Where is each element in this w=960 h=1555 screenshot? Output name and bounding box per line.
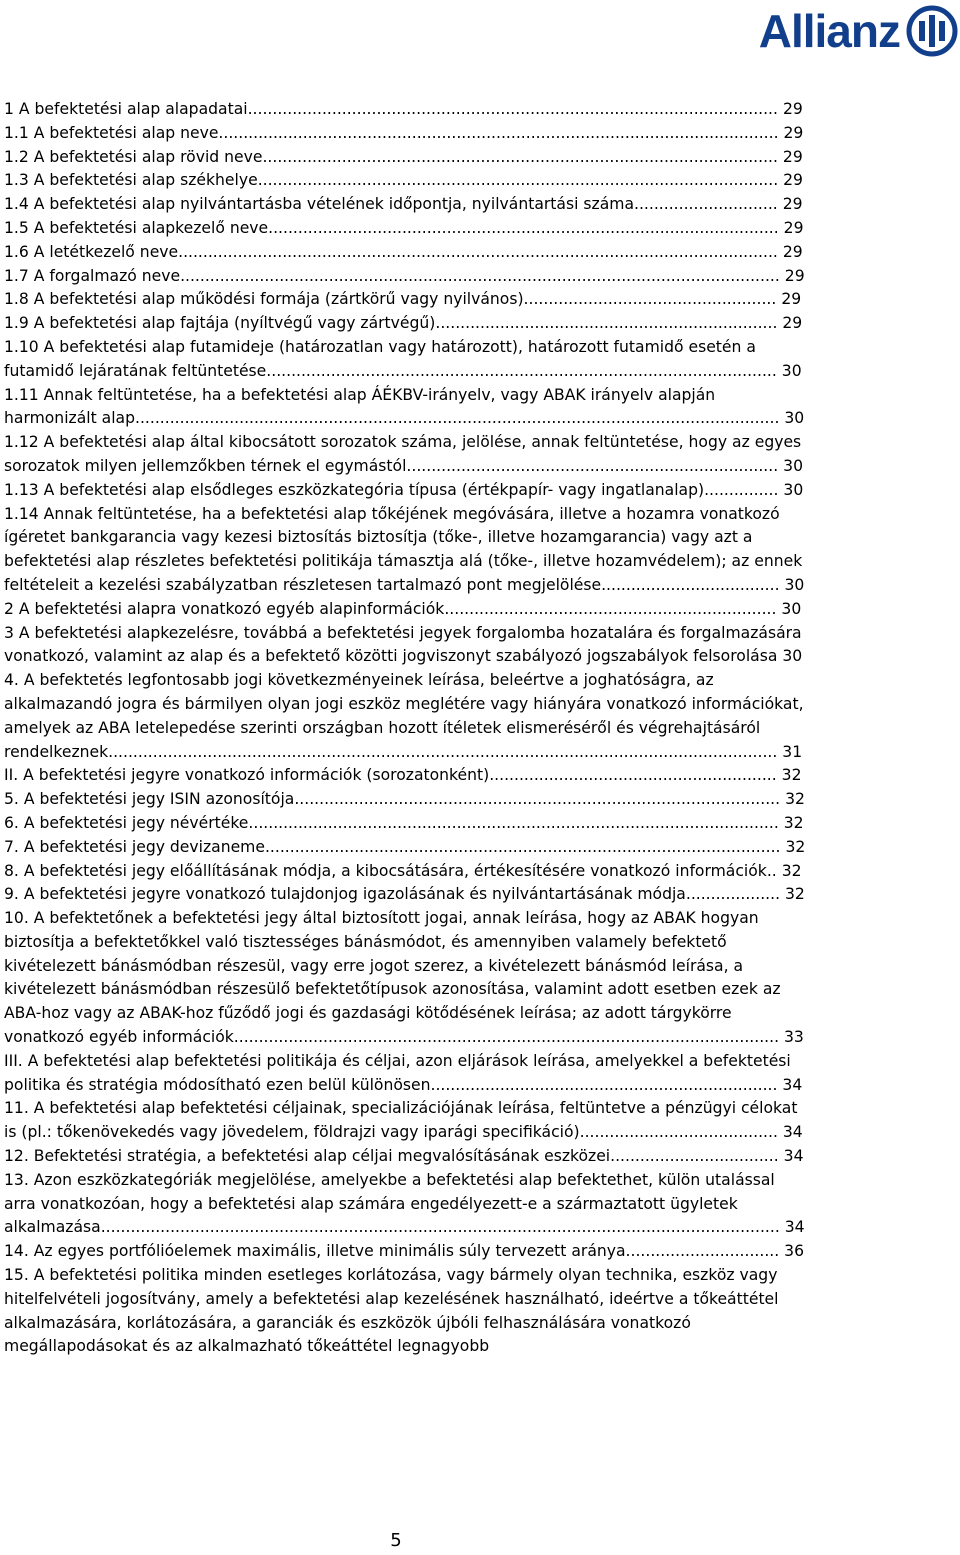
toc-leader-dots: ............................... [625, 1242, 780, 1261]
toc-leader-dots: ....................................................................................................... [268, 218, 779, 237]
toc-entry-page: 30 [776, 599, 802, 618]
toc-leader-dots: .................................. [610, 1147, 779, 1166]
toc-entry[interactable] [4, 431, 806, 479]
toc-entry-title: 1.4 A befektetési alap nyilvántartásba vételének időpontja, nyilvántartási száma [4, 195, 634, 214]
toc-entry-title: 1.3 A befektetési alap székhelye [4, 171, 258, 190]
toc-entry-page: 34 [778, 1147, 804, 1166]
toc-entry-page: 30 [778, 456, 803, 475]
toc-entry[interactable] [4, 1240, 806, 1264]
toc-entry-title: 1.13 A befektetési alap elsődleges eszközkategória típusa (értékpapír- vagy ingatlanalap) [4, 480, 705, 499]
toc-leader-dots: ............... [704, 480, 779, 499]
toc-entry[interactable] [4, 169, 806, 193]
toc-leader-dots: ........................................................................................................... [248, 813, 779, 832]
toc-entry[interactable] [4, 1264, 806, 1359]
toc-entry[interactable] [4, 860, 806, 884]
toc-entry-title: 8. A befektetési jegy előállításának módja, a kibocsátására, értékesítésére vonatkozó információk [4, 861, 767, 880]
toc-leader-dots: .. [766, 861, 777, 880]
toc-leader-dots: ........................................................................... [406, 456, 779, 475]
toc-entry-page: 29 [778, 123, 804, 142]
toc-entry[interactable] [4, 312, 806, 336]
toc-leader-dots: ................................................... [523, 290, 777, 309]
toc-entry-title: 1.12 A befektetési alap által kibocsátott sorozatok száma, jelölése, annak feltüntetése, hogy az egyes sorozatok milyen jellemzőkben térnek el egymástól [4, 433, 802, 475]
toc-entry[interactable] [4, 1145, 806, 1169]
toc-entry[interactable] [4, 217, 806, 241]
toc-entry[interactable] [4, 265, 806, 289]
toc-leader-dots: .............................................................................................................. [233, 1028, 780, 1047]
toc-entry-page: 34 [779, 1218, 805, 1237]
toc-leader-dots: ................... [685, 885, 781, 904]
logo-text: Allianz [758, 5, 900, 57]
page-number: 5 [390, 1530, 402, 1551]
toc-entry-page: 32 [776, 766, 802, 785]
toc-entry[interactable] [4, 764, 806, 788]
toc-entry-title: 14. Az egyes portfólióelemek maximális, illetve minimális súly tervezett aránya [4, 1242, 626, 1261]
table-of-contents [4, 98, 806, 1359]
toc-entry-title: 1.8 A befektetési alap működési formája (zártkörű vagy nyilvános) [4, 290, 524, 309]
toc-entry-title: 1.2 A befektetési alap rövid neve [4, 147, 263, 166]
toc-leader-dots: ......................................................................................................................... [178, 242, 778, 261]
toc-entry-page: 29 [777, 195, 803, 214]
toc-entry-page: 32 [780, 885, 805, 904]
toc-entry-page: 31 [777, 742, 803, 761]
toc-entry-title: 9. A befektetési jegyre vonatkozó tulajdonjog igazolásának és nyilvántartásának módja [4, 885, 686, 904]
toc-entry[interactable] [4, 1169, 806, 1240]
toc-leader-dots: .................................................................................................. [294, 790, 781, 809]
toc-entry[interactable] [4, 98, 806, 122]
toc-entry-title: 15. A befektetési politika minden esetleges korlátozása, vagy bármely olyan technika, eszköz vagy hitelfelvételi jogosítvány, amely a befektetési alap kezelésének használható, ideértve a tőkeáttétel alkalmazására, korlátozására, a garanciák és eszközök újbóli felhasználására vonatkozó megállapodásokat és az alkalmazható tőkeáttétel legnagyobb [4, 1266, 779, 1356]
toc-entry-title: 10. A befektetőnek a befektetési jegy által biztosított jogai, annak leírása, hogy az ABAK hogyan biztosítja a befektetőkkel való tisztességes bánásmódot, és amennyiben valamely befektető kivételezett bánásmódban részesül, vagy erre jogot szerez, a kivételezett bánásmód leírása, a kivételezett bánásmódban részesülő befektetőtípusok azonosítása, valamint adott esetben ezek az ABA-hoz vagy az ABAK-hoz fűződő jogi és gazdasági kötődésének leírása; az adott tárgykörre vonatkozó egyéb információk [4, 909, 781, 1047]
toc-entry-page: 29 [778, 171, 803, 190]
toc-entry-title: II. A befektetési jegyre vonatkozó információk (sorozatonként) [4, 766, 490, 785]
toc-entry-title: 12. Befektetési stratégia, a befektetési alap céljai megvalósításának eszközei [4, 1147, 611, 1166]
toc-entry-page: 30 [777, 647, 803, 666]
toc-entry-page: 29 [777, 314, 803, 333]
toc-entry-page: 30 [776, 361, 802, 380]
toc-entry-title: 1.7 A forgalmazó neve [4, 266, 181, 285]
toc-entry-title: 11. A befektetési alap befektetési céljainak, specializációjának leírása, feltüntetve a pénzügyi célokat is (pl.: tőkenövekedés vagy jövedelem, földrajzi vagy iparági specifikáció) [4, 1099, 798, 1142]
toc-entry[interactable] [4, 503, 806, 598]
toc-entry[interactable] [4, 122, 806, 146]
toc-entry[interactable] [4, 193, 806, 217]
toc-leader-dots: ........................................................................................................... [247, 100, 778, 118]
toc-entry-page: 32 [780, 790, 805, 809]
toc-leader-dots: ......................................................................................................................... [180, 266, 780, 285]
toc-leader-dots: ....................................................................................................... [266, 361, 777, 380]
toc-entry-title: 6. A befektetési jegy névértéke [4, 813, 249, 832]
toc-entry-title: 1.1 A befektetési alap neve [4, 123, 219, 142]
toc-leader-dots: .................................... [601, 575, 780, 594]
toc-entry[interactable] [4, 288, 806, 312]
toc-leader-dots: ........................................................................................................ [262, 147, 778, 166]
toc-entry-page: 34 [777, 1075, 803, 1094]
toc-leader-dots: .......................................................... [489, 766, 777, 785]
toc-entry-title: III. A befektetési alap befektetési politikája és céljai, azon eljárások leírása, amelyekkel a befektetési politika és stratégia módosítható ezen belül különösen [4, 1051, 791, 1094]
toc-entry-title: 2 A befektetési alapra vonatkozó egyéb alapinformációk [4, 599, 445, 618]
toc-entry-page: 36 [779, 1242, 805, 1261]
toc-entry-title: 4. A befektetés legfontosabb jogi következményeinek leírása, beleértve a joghatóságra, az alkalmazandó jogra és bármilyen olyan jogi eszköz meglétére vagy hiányára vonatkozó információkat, amelyek az ABA letelepedése szerinti országban hozott ítéletek elismeréséről és végrehajtásáról rendelkeznek [4, 671, 804, 761]
toc-entry[interactable] [4, 241, 806, 265]
toc-leader-dots: ...................................................................... [430, 1075, 778, 1094]
toc-entry-page: 29 [778, 218, 804, 237]
toc-entry-page: 29 [777, 147, 803, 166]
toc-entry[interactable] [4, 669, 806, 764]
toc-leader-dots: ........................................................................................................ [264, 837, 781, 856]
allianz-eagle-icon [906, 5, 958, 57]
toc-leader-dots: .................................................................................................................................. [135, 409, 780, 428]
toc-entry[interactable] [4, 1097, 806, 1145]
toc-entry[interactable] [4, 836, 806, 860]
toc-entry[interactable] [4, 907, 806, 1050]
toc-entry-page: 34 [777, 1123, 803, 1142]
toc-entry-title: 1.6 A letétkezelő neve [4, 242, 179, 261]
toc-entry-page: 29 [777, 100, 803, 118]
toc-entry[interactable] [4, 812, 806, 836]
toc-entry[interactable] [4, 788, 806, 812]
toc-entry-title: 1.14 Annak feltüntetése, ha a befektetési alap tőkéjének megóvására, illetve a hozamra vonatkozó ígéretet bankgarancia vagy kezesi biztosítás biztosítja (tőke-, illetve hozamgarancia) vagy azt a befektetési alap részletes befektetési politikája támasztja alá (tőke-, illetve hozamvédelem); az ennek feltételeit a kezelési szabályzatban részletesen tartalmazó pont megjelölése [4, 504, 803, 594]
toc-leader-dots: ..................................................................... [435, 314, 778, 333]
toc-entry-title: 1.11 Annak feltüntetése, ha a befektetési alap ÁÉKBV-irányelv, vagy ABAK irányelv alapján harmonizált alap [4, 385, 716, 428]
toc-entry[interactable] [4, 883, 806, 907]
toc-leader-dots: ......................................................................................................... [257, 171, 779, 190]
toc-entry[interactable] [4, 598, 806, 622]
allianz-logo [759, 0, 958, 62]
toc-entry-title: 5. A befektetési jegy ISIN azonosítója [4, 790, 295, 809]
toc-leader-dots: ......................................................................................................................................... [100, 1218, 780, 1237]
toc-leader-dots: ....................................................................................................................................... [108, 742, 778, 761]
toc-entry-page: 29 [777, 242, 803, 261]
toc-entry[interactable] [4, 1050, 806, 1098]
toc-entry-page: 33 [779, 1028, 804, 1047]
toc-entry[interactable] [4, 146, 806, 170]
toc-entry-title: 1 A befektetési alap alapadatai [4, 100, 248, 118]
toc-leader-dots: ................................................................... [444, 599, 777, 618]
toc-entry-page: 30 [779, 409, 805, 428]
toc-entry[interactable] [4, 384, 806, 432]
toc-entry[interactable] [4, 479, 806, 503]
toc-entry[interactable] [4, 622, 806, 670]
toc-entry-page: 29 [776, 290, 802, 309]
toc-entry-page: 30 [779, 575, 805, 594]
toc-entry-title: 1.5 A befektetési alapkezelő neve [4, 218, 269, 237]
toc-entry-page: 30 [778, 480, 804, 499]
toc-entry-page: 32 [776, 861, 802, 880]
toc-entry-page: 32 [780, 837, 806, 856]
toc-entry-title: 3 A befektetési alapkezelésre, továbbá a befektetési jegyek forgalomba hozatalára és forgalmazására vonatkozó, valamint az alap és a befektető közötti jogviszonyt szabályozó jogszabályok felsorolása [4, 623, 802, 666]
toc-leader-dots: ................................................................................................................. [218, 123, 779, 142]
toc-entry-title: 1.10 A befektetési alap futamideje (határozatlan vagy határozott), határozott futamidő esetén a futamidő lejáratának feltüntetése [4, 337, 756, 380]
toc-entry-title: 13. Azon eszközkategóriák megjelölése, amelyekbe a befektetési alap befektethet, külön utalással arra vonatkozóan, hogy a befektetési alap számára engedélyezett-e a származtatott ügyletek alkalmazása [4, 1170, 775, 1237]
toc-entry[interactable] [4, 336, 806, 384]
toc-leader-dots: ............................. [634, 195, 778, 214]
toc-entry-title: 1.9 A befektetési alap fajtája (nyíltvégű vagy zártvégű) [4, 314, 436, 333]
toc-leader-dots: ........................................ [579, 1123, 778, 1142]
toc-entry-page: 29 [779, 266, 805, 285]
toc-entry-page: 32 [778, 813, 804, 832]
toc-entry-title: 7. A befektetési jegy devizaneme [4, 837, 265, 856]
